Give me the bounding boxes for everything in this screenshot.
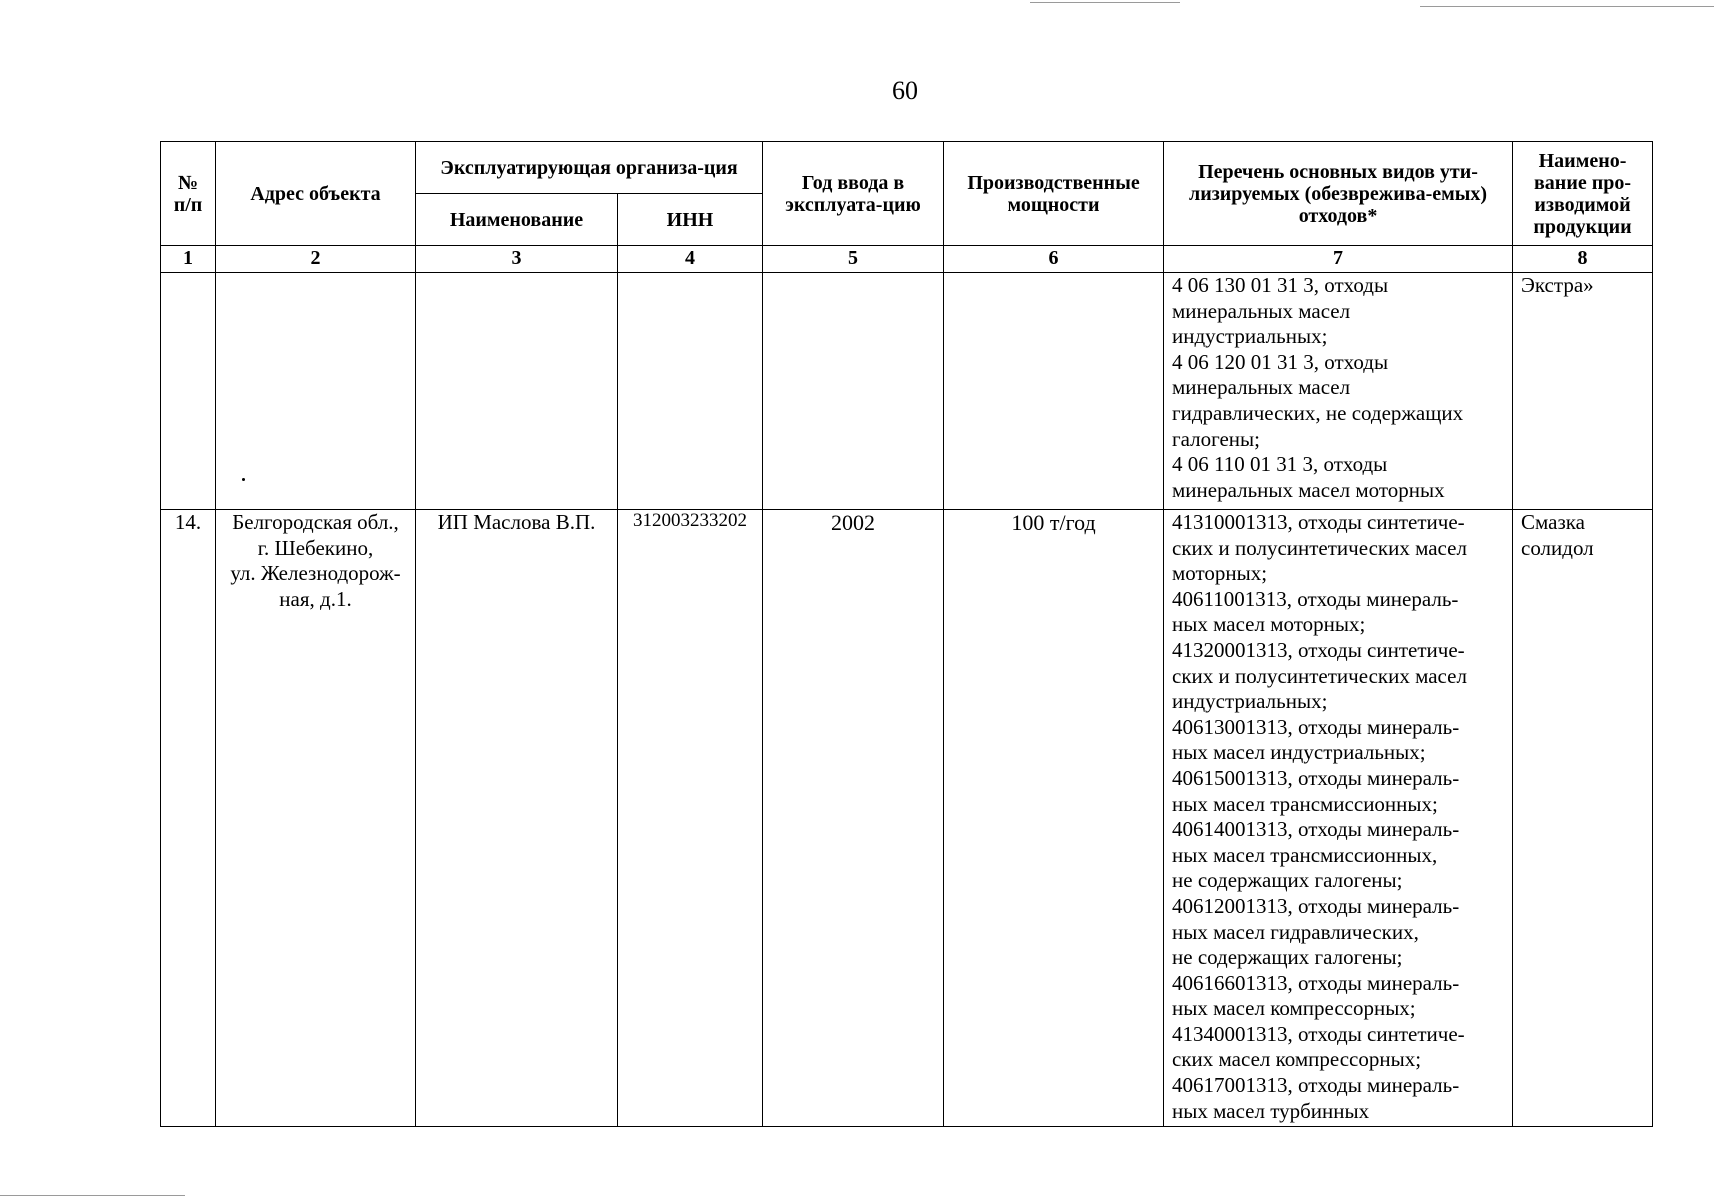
header-waste-list: Перечень основных видов ути-лизируемых (обезврежива-емых) отходов*	[1164, 142, 1513, 246]
column-number: 3	[416, 246, 618, 273]
row-capacity: 100 т/год	[944, 510, 1164, 1127]
waste-line: 40615001313, отходы минераль-	[1172, 765, 1460, 790]
column-number: 6	[944, 246, 1164, 273]
waste-line: 40611001313, отходы минераль-	[1172, 586, 1459, 611]
column-number: 2	[216, 246, 416, 273]
scan-edge-bottom-left	[0, 1195, 185, 1196]
waste-line: ных масел трансмиссионных,	[1172, 842, 1438, 867]
row-num	[161, 273, 216, 510]
waste-line: 4 06 120 01 31 3, отходы	[1172, 349, 1389, 374]
waste-line: 40614001313, отходы минераль-	[1172, 817, 1460, 842]
row-waste-list	[1164, 510, 1513, 1127]
waste-line: 41320001313, отходы синтетиче-	[1172, 637, 1465, 662]
header-product: Наимено-вание про-изводимой продукции	[1513, 142, 1653, 246]
waste-line: моторных;	[1172, 561, 1268, 586]
waste-line: 4 06 110 01 31 3, отходы	[1172, 452, 1388, 477]
product-line: Экстра»	[1521, 273, 1594, 297]
table-row-14	[161, 510, 1653, 1127]
header-capacity: Производственные мощности	[944, 142, 1164, 246]
waste-line: 4 06 130 01 31 3, отходы	[1172, 273, 1389, 297]
waste-line: ных масел индустриальных;	[1172, 740, 1426, 765]
row-org-name: ИП Маслова В.П.	[416, 510, 618, 1127]
waste-facilities-table	[160, 141, 1653, 1127]
row-year: 2002	[763, 510, 944, 1127]
page-number: 60	[892, 76, 918, 105]
table-row-continued	[161, 273, 1653, 510]
product-line: солидол	[1521, 535, 1594, 560]
column-number: 1	[161, 246, 216, 273]
column-number: 4	[618, 246, 763, 273]
waste-line: ных масел компрессорных;	[1172, 996, 1416, 1021]
column-number: 8	[1513, 246, 1653, 273]
row-inn: 312003233202	[618, 510, 763, 1127]
header-address: Адрес объекта	[216, 142, 416, 246]
waste-line: минеральных масел	[1172, 375, 1351, 400]
waste-line: 41340001313, отходы синтетиче-	[1172, 1021, 1465, 1046]
row-waste-list	[1164, 273, 1513, 510]
waste-line: ных масел трансмиссионных;	[1172, 791, 1438, 816]
waste-line: ских и полусинтетических масел	[1172, 535, 1467, 560]
waste-line: 40616601313, отходы минераль-	[1172, 970, 1460, 995]
waste-line: минеральных масел	[1172, 298, 1351, 323]
row-org-name	[416, 273, 618, 510]
header-num: № п/п	[161, 142, 216, 246]
waste-line: индустриальных;	[1172, 324, 1328, 349]
address-line: ная, д.1.	[279, 586, 352, 611]
row-inn	[618, 273, 763, 510]
address-line: г. Шебекино,	[257, 535, 374, 560]
row-capacity	[944, 273, 1164, 510]
row-address	[216, 510, 416, 1127]
header-operator-group: Эксплуатирующая организа-ция	[416, 142, 763, 194]
column-number-row	[161, 246, 1653, 273]
waste-line: индустриальных;	[1172, 689, 1328, 714]
waste-line: 40613001313, отходы минераль-	[1172, 714, 1460, 739]
waste-line: ных масел турбинных	[1172, 1098, 1370, 1123]
waste-line: ских и полусинтетических масел	[1172, 663, 1467, 688]
header-operator-name: Наименование	[416, 194, 618, 246]
header-operator-inn: ИНН	[618, 194, 763, 246]
waste-line: 41310001313, отходы синтетиче-	[1172, 510, 1465, 534]
row-product	[1513, 273, 1653, 510]
waste-line: не содержащих галогены;	[1172, 868, 1403, 893]
scan-edge-top-far-right	[1420, 6, 1714, 7]
row-product	[1513, 510, 1653, 1127]
column-number: 7	[1164, 246, 1513, 273]
waste-line: ных масел гидравлических,	[1172, 919, 1419, 944]
waste-line: 40617001313, отходы минераль-	[1172, 1073, 1460, 1098]
product-line: Смазка	[1521, 510, 1585, 534]
address-line: Белгородская обл.,	[232, 510, 399, 534]
waste-line: не содержащих галогены;	[1172, 945, 1403, 970]
waste-line: 40612001313, отходы минераль-	[1172, 893, 1460, 918]
row-year	[763, 273, 944, 510]
waste-line: минеральных масел моторных	[1172, 477, 1445, 502]
scan-edge-top-right	[1030, 2, 1180, 3]
waste-line: ных масел моторных;	[1172, 612, 1366, 637]
row-address	[216, 273, 416, 510]
address-line: ул. Железнодорож-	[230, 561, 401, 586]
waste-line: ских масел компрессорных;	[1172, 1047, 1422, 1072]
waste-line: гидравлических, не содержащих	[1172, 400, 1464, 425]
waste-line: галогены;	[1172, 426, 1260, 451]
header-year: Год ввода в эксплуата-цию	[763, 142, 944, 246]
column-number: 5	[763, 246, 944, 273]
row-num: 14.	[161, 510, 216, 1127]
